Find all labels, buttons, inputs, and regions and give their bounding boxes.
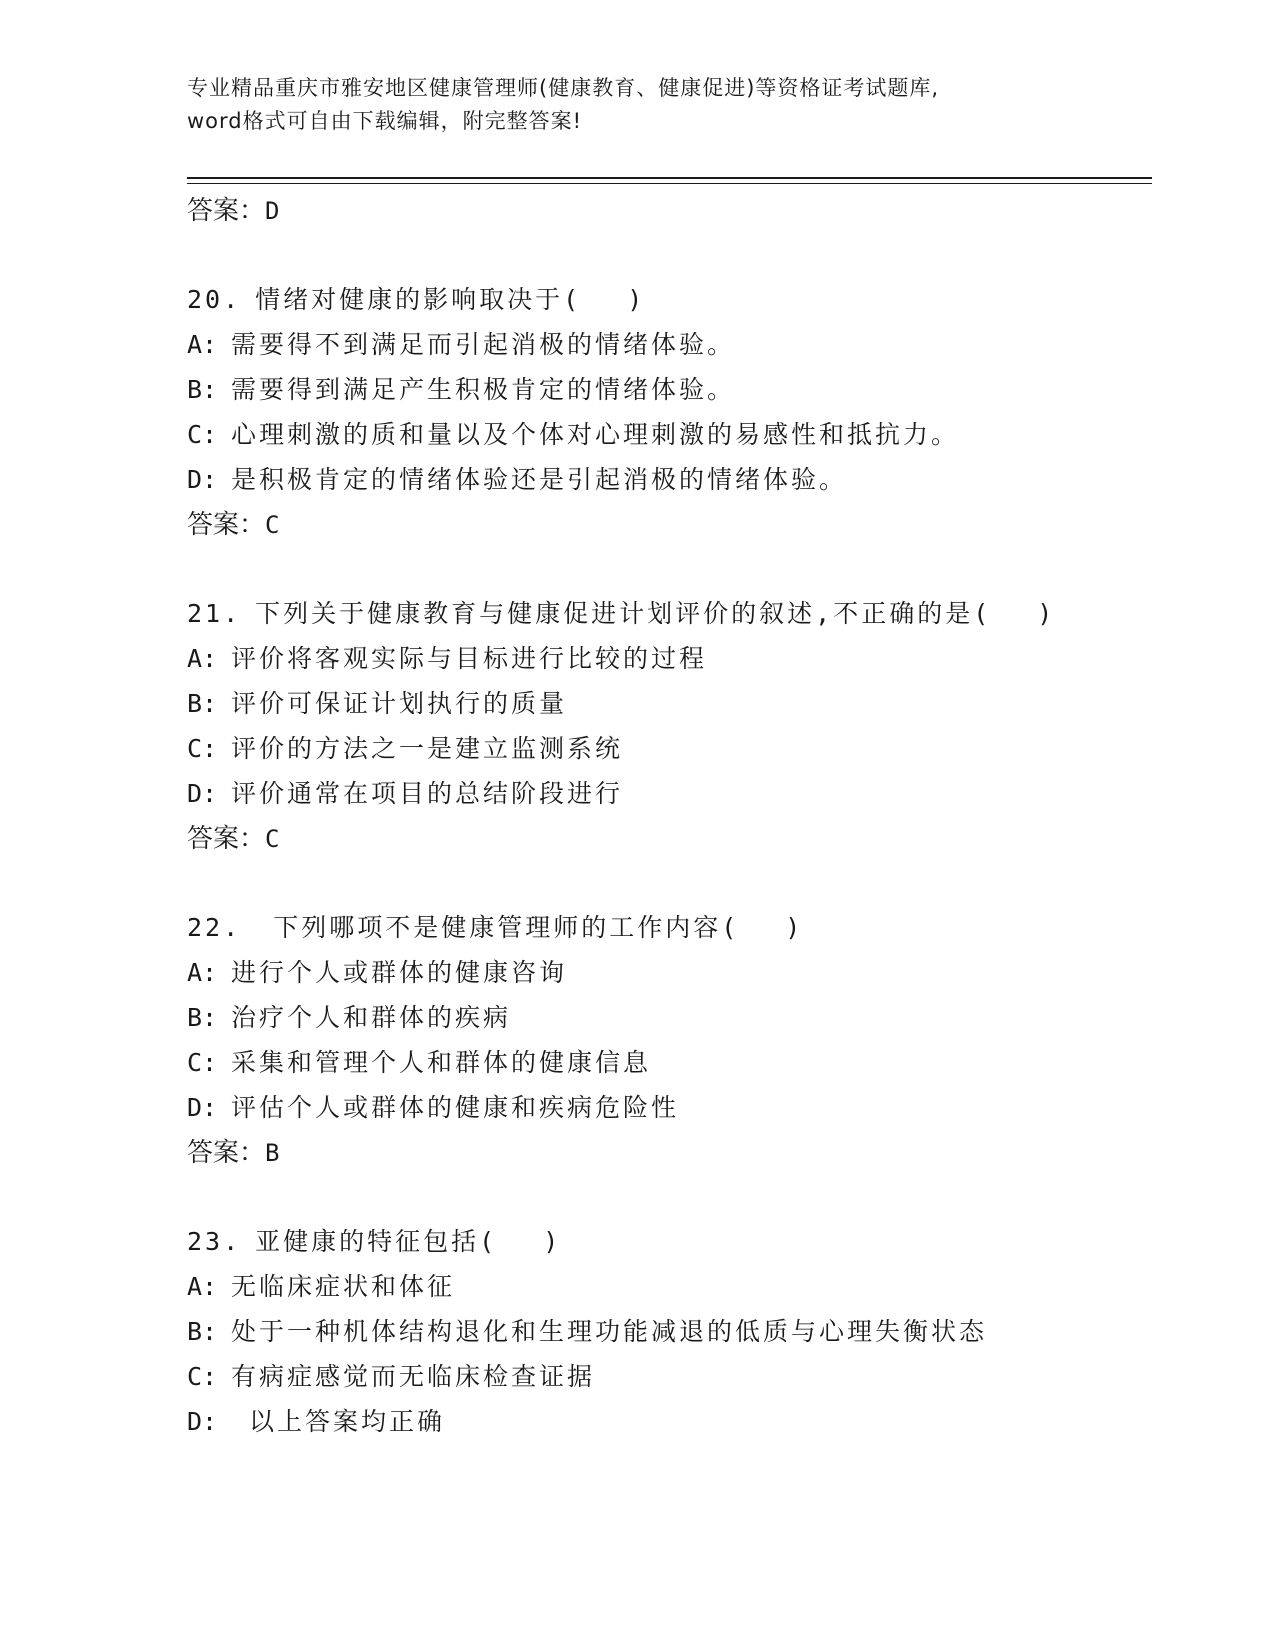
question-block-21 — [187, 591, 1147, 862]
question-text: 情绪对健康的影响取决于( — [255, 285, 582, 314]
question-text: 下列哪项不是健康管理师的工作内容( — [255, 913, 740, 942]
option-text: 采集和管理个人和群体的健康信息 — [231, 1048, 652, 1077]
option-key: B: — [187, 1003, 218, 1032]
answer-label: 答案： — [187, 1138, 266, 1168]
option-key: B: — [187, 1317, 218, 1346]
option-text: 评价可保证计划执行的质量 — [231, 689, 568, 718]
option-b — [187, 995, 1147, 1040]
option-key: A: — [187, 330, 218, 359]
option-text: 无临床症状和体征 — [231, 1272, 456, 1301]
option-key: C: — [187, 1048, 218, 1077]
question-text: 下列关于健康教育与健康促进计划评价的叙述,不正确的是( — [255, 599, 992, 628]
option-a — [187, 1264, 1147, 1309]
option-key: C: — [187, 1362, 218, 1391]
question-block-23 — [187, 1219, 1147, 1444]
question-close-paren: ) — [785, 913, 801, 942]
answer-label: 答案： — [187, 824, 266, 854]
answer-line — [187, 816, 1147, 862]
option-d — [187, 1399, 1147, 1444]
question-number: 20. — [187, 285, 242, 314]
option-key: A: — [187, 1272, 218, 1301]
question-title — [187, 591, 1147, 636]
document-header — [187, 72, 1107, 138]
option-c — [187, 1040, 1147, 1085]
answer-value: D — [265, 197, 280, 225]
question-title — [187, 277, 1147, 322]
question-number: 23. — [187, 1227, 242, 1256]
option-b — [187, 681, 1147, 726]
question-close-paren: ) — [543, 1227, 559, 1256]
option-key: B: — [187, 689, 218, 718]
answer-line-19 — [187, 188, 1147, 234]
question-block-20 — [187, 277, 1147, 548]
option-d — [187, 771, 1147, 816]
option-text: 有病症感觉而无临床检查证据 — [231, 1362, 596, 1391]
question-close-paren: ) — [1037, 599, 1053, 628]
option-a — [187, 636, 1147, 681]
option-a — [187, 950, 1147, 995]
option-key: D: — [187, 1093, 218, 1122]
option-text: 是积极肯定的情绪体验还是引起消极的情绪体验。 — [231, 465, 848, 494]
option-text: 需要得到满足产生积极肯定的情绪体验。 — [231, 375, 736, 404]
answer-label: 答案： — [187, 196, 266, 226]
answer-line — [187, 1130, 1147, 1176]
option-key: C: — [187, 734, 218, 763]
option-b — [187, 367, 1147, 412]
header-rule-thick — [187, 177, 1152, 179]
option-text: 评价通常在项目的总结阶段进行 — [231, 779, 624, 808]
option-b — [187, 1309, 1147, 1354]
option-d — [187, 1085, 1147, 1130]
option-c — [187, 412, 1147, 457]
option-text: 以上答案均正确 — [231, 1407, 446, 1436]
answer-value: C — [265, 825, 280, 853]
answer-label: 答案： — [187, 510, 266, 540]
question-close-paren: ) — [627, 285, 643, 314]
option-text: 需要得不到满足而引起消极的情绪体验。 — [231, 330, 736, 359]
option-key: C: — [187, 420, 218, 449]
option-text: 评价的方法之一是建立监测系统 — [231, 734, 624, 763]
option-key: D: — [187, 1407, 218, 1436]
question-text: 亚健康的特征包括( — [255, 1227, 498, 1256]
option-c — [187, 726, 1147, 771]
option-a — [187, 322, 1147, 367]
option-key: B: — [187, 375, 218, 404]
header-line-2: word格式可自由下载编辑，附完整答案! — [187, 109, 583, 133]
option-c — [187, 1354, 1147, 1399]
option-text: 治疗个人和群体的疾病 — [231, 1003, 512, 1032]
option-text: 心理刺激的质和量以及个体对心理刺激的易感性和抵抗力。 — [231, 420, 960, 449]
answer-value: C — [265, 511, 280, 539]
question-number: 21. — [187, 599, 242, 628]
option-key: A: — [187, 958, 218, 987]
question-number: 22. — [187, 913, 242, 942]
answer-line — [187, 502, 1147, 548]
option-text: 评价将客观实际与目标进行比较的过程 — [231, 644, 708, 673]
option-key: D: — [187, 465, 218, 494]
header-line-1: 专业精品重庆市雅安地区健康管理师(健康教育、健康促进)等资格证考试题库, — [187, 76, 940, 100]
option-key: A: — [187, 644, 218, 673]
question-content — [187, 188, 1147, 1444]
header-rule-thin — [187, 183, 1152, 184]
question-block-22 — [187, 905, 1147, 1176]
option-d — [187, 457, 1147, 502]
question-title — [187, 905, 1147, 950]
question-title — [187, 1219, 1147, 1264]
option-text: 进行个人或群体的健康咨询 — [231, 958, 568, 987]
answer-value: B — [265, 1139, 280, 1167]
option-text: 评估个人或群体的健康和疾病危险性 — [231, 1093, 680, 1122]
option-text: 处于一种机体结构退化和生理功能减退的低质与心理失衡状态 — [231, 1317, 988, 1346]
option-key: D: — [187, 779, 218, 808]
